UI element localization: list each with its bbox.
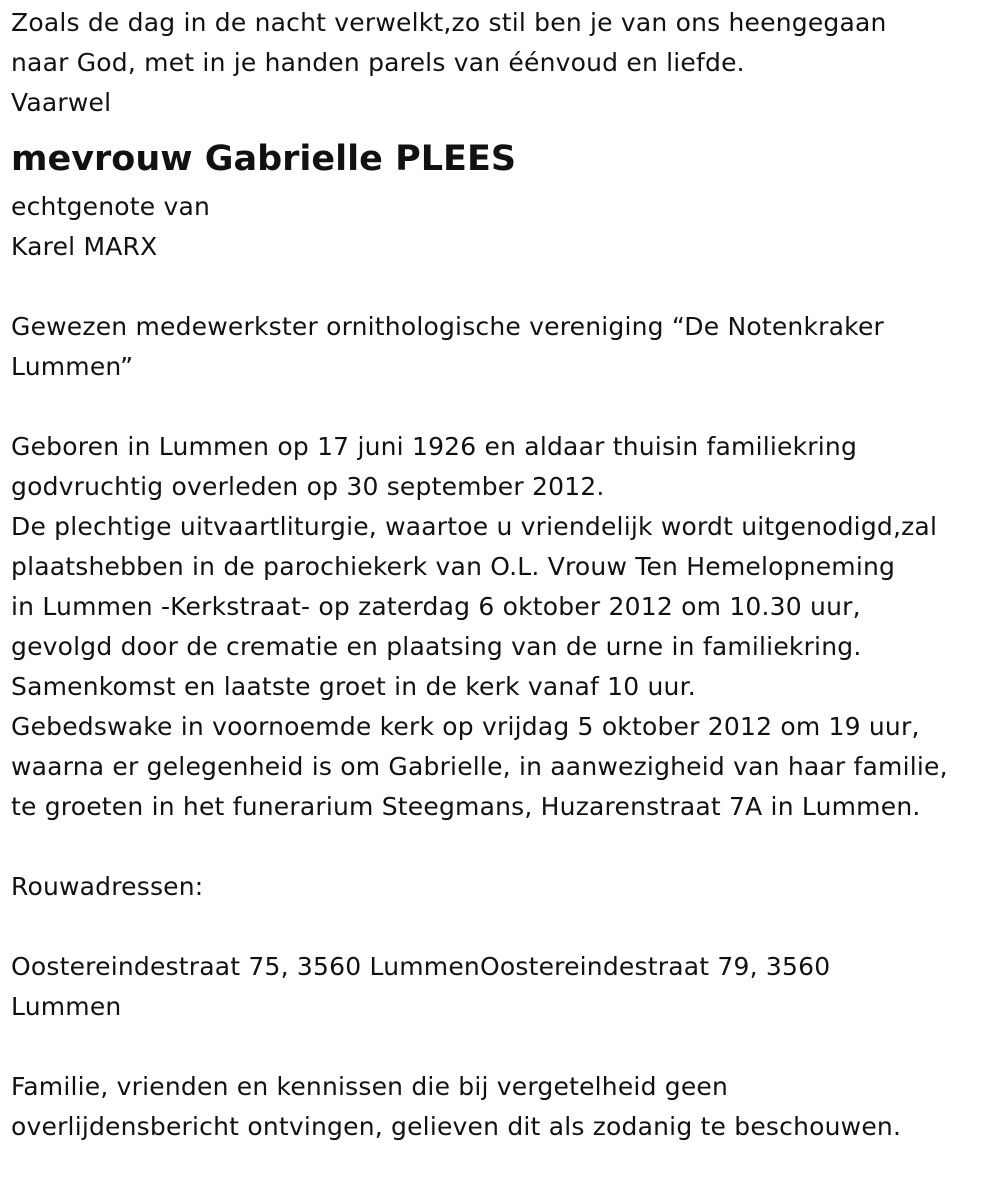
details-line: Gebedswake in voornoemde kerk op vrijdag 5 oktober 2012 om 19 uur, [11, 712, 920, 741]
spacer [11, 827, 996, 867]
verse [11, 3, 996, 123]
closing-note [11, 1067, 996, 1147]
deceased-block [11, 135, 996, 267]
address-line: Lummen [11, 992, 122, 1021]
spacer [11, 387, 996, 427]
details-line: Geboren in Lummen op 17 juni 1926 en aldaar thuisin familiekring [11, 432, 858, 461]
closing-line: overlijdensbericht ontvingen, gelieven dit als zodanig te beschouwen. [11, 1112, 902, 1141]
addresses [11, 867, 996, 1027]
verse-line: Zoals de dag in de nacht verwelkt,zo stil ben je van ons heengegaan [11, 8, 887, 37]
addresses-heading: Rouwadressen: [11, 872, 204, 901]
details-line: De plechtige uitvaartliturgie, waartoe u vriendelijk wordt uitgenodigd,zal [11, 512, 938, 541]
spacer [11, 907, 996, 947]
details-line: in Lummen -Kerkstraat- op zaterdag 6 oktober 2012 om 10.30 uur, [11, 592, 861, 621]
verse-line: naar God, met in je handen parels van éénvoud en liefde. [11, 48, 745, 77]
details-line: plaatshebben in de parochiekerk van O.L. Vrouw Ten Hemelopneming [11, 552, 896, 581]
spacer [11, 267, 996, 307]
spacer [11, 1027, 996, 1067]
deceased-name: mevrouw Gabrielle PLEES [11, 139, 517, 179]
relation-text: echtgenote van [11, 192, 211, 221]
details-line: Samenkomst en laatste groet in de kerk vanaf 10 uur. [11, 672, 696, 701]
details-line: godvruchtig overleden op 30 september 2012. [11, 472, 605, 501]
details-line: gevolgd door de crematie en plaatsing van de urne in familiekring. [11, 632, 862, 661]
verse-line: Vaarwel [11, 88, 112, 117]
details-line: waarna er gelegenheid is om Gabrielle, in aanwezigheid van haar familie, [11, 752, 948, 781]
funeral-details [11, 427, 996, 827]
occupation-line: Gewezen medewerkster ornithologische vereniging “De Notenkraker [11, 312, 885, 341]
occupation [11, 307, 996, 387]
address-line: Oostereindestraat 75, 3560 LummenOostereindestraat 79, 3560 [11, 952, 831, 981]
occupation-line: Lummen” [11, 352, 134, 381]
obituary-document [11, 3, 996, 1147]
spouse-name: Karel MARX [11, 232, 158, 261]
details-line: te groeten in het funerarium Steegmans, Huzarenstraat 7A in Lummen. [11, 792, 921, 821]
closing-line: Familie, vrienden en kennissen die bij vergetelheid geen [11, 1072, 729, 1101]
